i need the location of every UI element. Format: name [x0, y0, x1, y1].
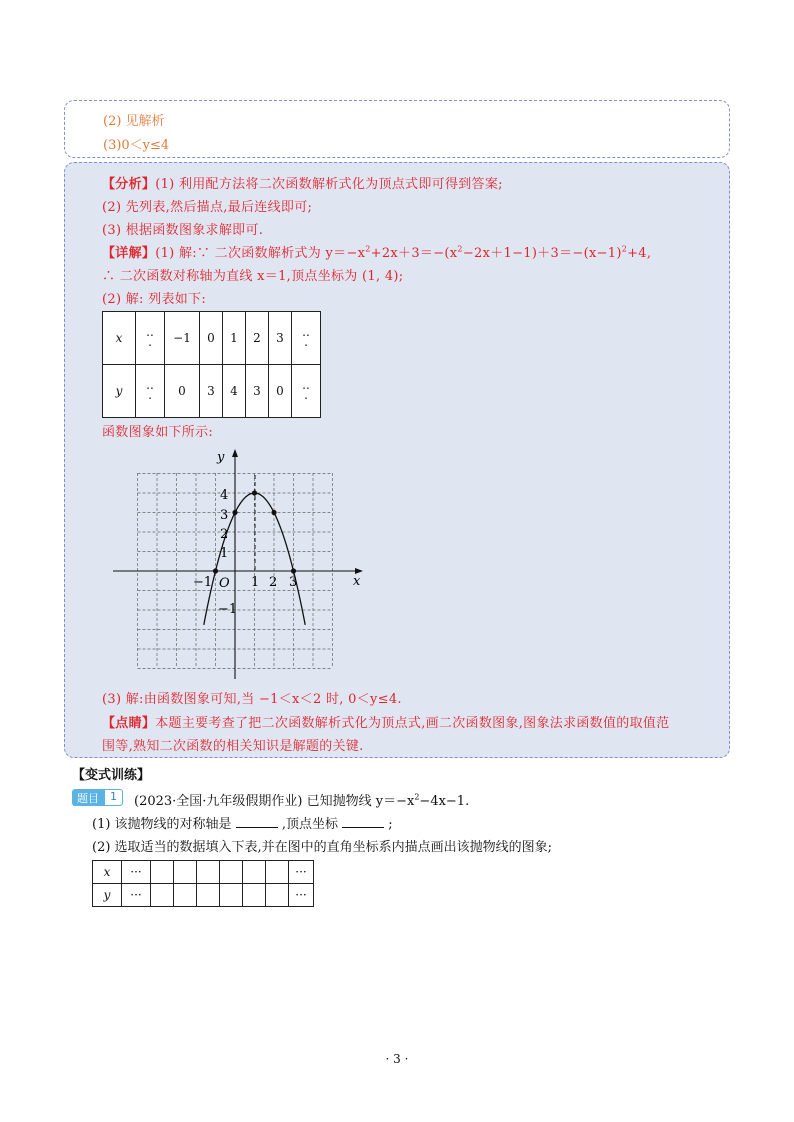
xiangjie-line-2: ∴ 二次函数对称轴为直线 x＝1,顶点坐标为 (1, 4); [102, 269, 404, 284]
tick-label: 3 [220, 508, 229, 523]
graph-point [271, 510, 276, 515]
fenxi-line-3: (3) 根据函数图象求解即可. [102, 223, 264, 238]
tick-label: 1 [220, 546, 229, 561]
table-cell: 4 [223, 365, 246, 418]
page-number: · 3 · [385, 1052, 409, 1066]
answer-line-3: (3)0＜y≤4 [103, 138, 170, 153]
dianjing-line-1: 【点睛】本题主要考查了把二次函数解析式化为顶点式,画二次函数图象,图象法求函数值的取值范 [102, 716, 670, 731]
blank-table-ellipsis: ··· [122, 884, 151, 907]
origin-label: O [219, 576, 230, 591]
blank-table [92, 860, 314, 907]
blank-table-cell[interactable] [197, 884, 220, 907]
blank-table-cell[interactable] [243, 884, 266, 907]
blank-table-cell[interactable] [220, 884, 243, 907]
table-x-label: x [103, 312, 136, 365]
table-cell: 0 [269, 365, 292, 418]
x-axis-label: x [353, 574, 361, 589]
blank-table-y: y [93, 884, 122, 907]
table-cell: 1 [223, 312, 246, 365]
question-2: (2) 选取适当的数据填入下表,并在图中的直角坐标系内描点画出该抛物线的图象; [92, 840, 553, 855]
tick-label: −1 [218, 602, 238, 617]
table-cell: 0 [200, 312, 223, 365]
tick-label: 4 [220, 488, 229, 503]
table-cell: 2 [246, 312, 269, 365]
analysis-box [64, 162, 730, 758]
table-cell: 3 [246, 365, 269, 418]
table-ellipsis: .. . [136, 365, 165, 418]
table-y-label: y [103, 365, 136, 418]
blank-table-cell[interactable] [174, 861, 197, 884]
table-cell: −1 [165, 312, 200, 365]
xiangjie-line-1: 【详解】(1) 解:∵ 二次函数解析式为 $y=-x^2+2x+3=-(x^2-2x+1-1)+3=-(x-1)^2+4$, [102, 244, 652, 261]
blank-table-cell[interactable] [174, 884, 197, 907]
variant-heading: 【变式训练】 [72, 768, 151, 783]
tick-label: 3 [289, 575, 298, 590]
blank-table-cell[interactable] [220, 861, 243, 884]
table-cell: 3 [269, 312, 292, 365]
answer-blank-vertex[interactable] [342, 815, 384, 828]
part2-intro: (2) 解: 列表如下: [102, 292, 207, 307]
blank-table-ellipsis: ··· [289, 884, 314, 907]
question-1: (1) 该抛物线的对称轴是 ,顶点坐标 ; [92, 817, 393, 832]
fenxi-line-2: (2) 先列表,然后描点,最后连线即可; [102, 200, 313, 215]
table-ellipsis: .. . [136, 312, 165, 365]
blank-table-ellipsis: ··· [289, 861, 314, 884]
answer-box [64, 100, 730, 158]
parabola-graph [113, 445, 373, 685]
blank-table-cell[interactable] [151, 861, 174, 884]
y-axis-label: y [217, 450, 225, 465]
blank-table-ellipsis: ··· [122, 861, 151, 884]
blank-table-cell[interactable] [197, 861, 220, 884]
graph-caption: 函数图象如下所示: [102, 425, 214, 440]
tick-label: −1 [193, 575, 213, 590]
y-axis-arrow [232, 449, 238, 457]
table-cell: 0 [165, 365, 200, 418]
blank-table-cell[interactable] [243, 861, 266, 884]
part3-line: (3) 解:由函数图象可知,当 −1＜x＜2 时, 0＜y≤4. [102, 692, 402, 707]
badge-label: 题目 [72, 789, 104, 806]
answer-blank-axis[interactable] [236, 815, 278, 828]
value-table [102, 311, 321, 418]
tick-label: 1 [251, 575, 260, 590]
problem-badge [72, 789, 123, 806]
graph-point [213, 568, 218, 573]
blank-table-cell[interactable] [151, 884, 174, 907]
table-cell: 3 [200, 365, 223, 418]
blank-table-x: x [93, 861, 122, 884]
tick-label: 2 [269, 575, 278, 590]
graph-point [252, 490, 257, 495]
graph-point [232, 510, 237, 515]
tick-label: 2 [220, 527, 229, 542]
dianjing-line-2: 围等,熟知二次函数的相关知识是解题的关键. [102, 739, 364, 754]
answer-line-2: (2) 见解析 [103, 114, 165, 129]
problem-statement: (2023·全国·九年级假期作业) 已知抛物线 $y=-x^2-4x-1$. [134, 792, 470, 809]
table-ellipsis: .. . [292, 365, 321, 418]
fenxi-line-1: 【分析】(1) 利用配方法将二次函数解析式化为顶点式即可得到答案; [102, 177, 503, 192]
blank-table-cell[interactable] [266, 861, 289, 884]
table-ellipsis: .. . [292, 312, 321, 365]
blank-table-cell[interactable] [266, 884, 289, 907]
graph-point [291, 568, 296, 573]
badge-number: 1 [104, 789, 123, 806]
